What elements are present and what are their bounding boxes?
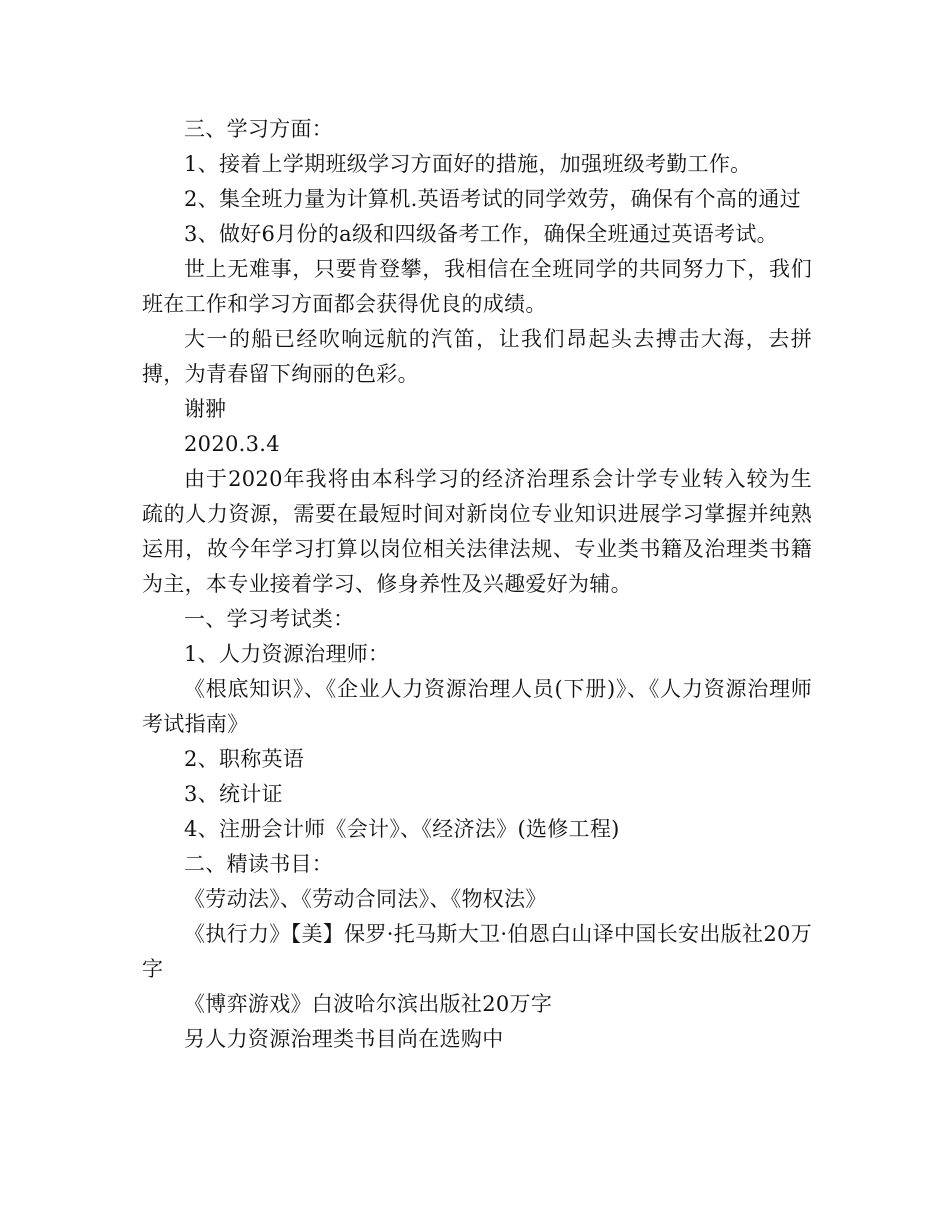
list-item: 3、统计证 (184, 782, 283, 806)
paragraph: 世上无难事，只要肯登攀，我相信在全班同学的共同努力下，我们班在工作和学习方面都会获得优良的成绩。 (142, 257, 812, 316)
signature-name: 谢翀 (184, 397, 227, 421)
book-list: 《劳动法》、《劳动合同法》、《物权法》 (184, 887, 547, 911)
signature-date: 2020.3.4 (184, 432, 280, 456)
section-heading-study: 三、学习方面： (184, 117, 334, 141)
list-item: 2、集全班力量为计算机.英语考试的同学效劳，确保有个高的通过 (184, 187, 802, 211)
book-entry: 《博弈游戏》白波哈尔滨出版社20万字 (184, 992, 553, 1016)
paragraph: 大一的船已经吹响远航的汽笛，让我们昂起头去搏击大海，去拼搏，为青春留下绚丽的色彩。 (142, 327, 812, 386)
section-heading-reading: 二、精读书目： (184, 852, 334, 876)
list-item: 1、接着上学期班级学习方面好的措施，加强班级考勤工作。 (184, 152, 752, 176)
paragraph: 另人力资源治理类书目尚在选购中 (184, 1027, 504, 1051)
paragraph: 由于2020年我将由本科学习的经济治理系会计学专业转入较为生疏的人力资源，需要在最短时间对新岗位专业知识进展学习掌握并纯熟运用，故今年学习打算以岗位相关法律法规、专业类书籍及治理类书籍为主，本专业接着学习、修身养性及兴趣爱好为辅。 (142, 467, 812, 596)
list-item: 4、注册会计师《会计》、《经济法》(选修工程) (184, 817, 620, 841)
list-item: 1、人力资源治理师： (184, 642, 390, 666)
book-list: 《根底知识》、《企业人力资源治理人员(下册)》、《人力资源治理师考试指南》 (142, 677, 812, 736)
document-body (142, 112, 812, 1057)
book-entry: 《执行力》【美】保罗·托马斯大卫·伯恩白山译中国长安出版社20万字 (142, 922, 812, 981)
list-item: 3、做好6月份的a级和四级备考工作，确保全班通过英语考试。 (184, 222, 778, 246)
list-item: 2、职称英语 (184, 747, 305, 771)
section-heading-exams: 一、学习考试类： (184, 607, 355, 631)
